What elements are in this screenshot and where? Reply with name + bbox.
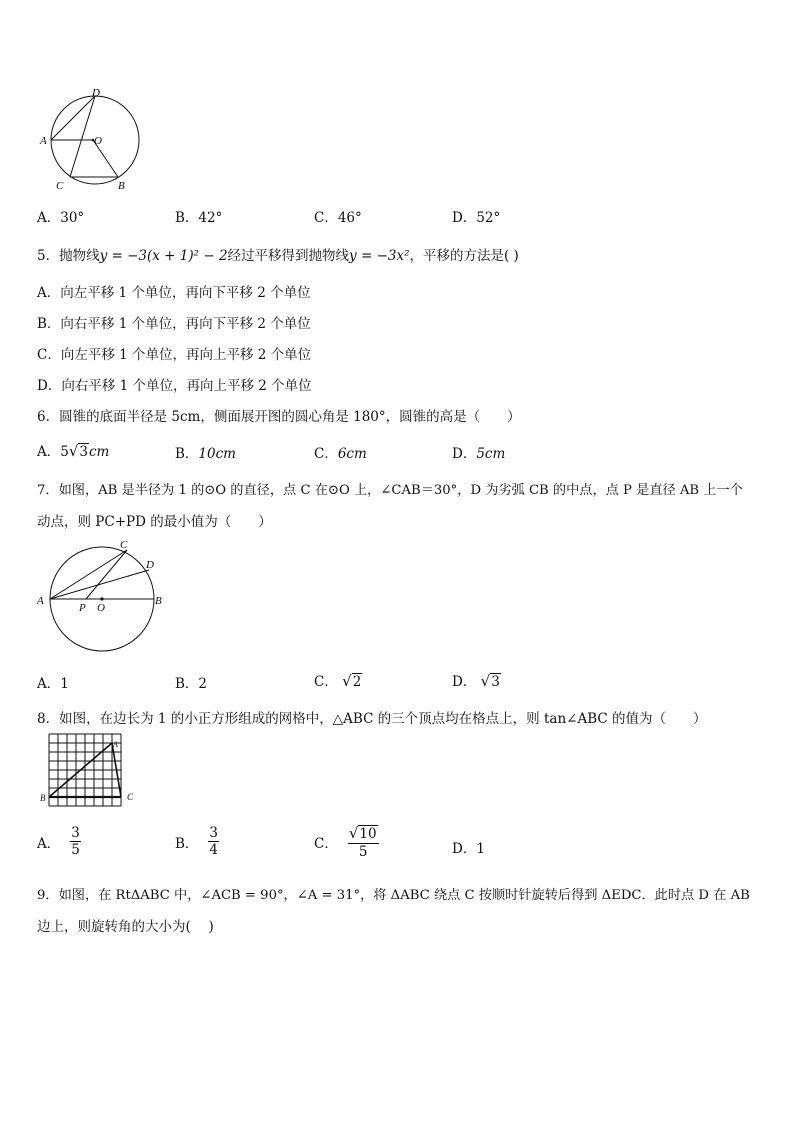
q5-option-b: B．向右平移 1 个单位，再向下平移 2 个单位 (37, 316, 311, 332)
q9-stem-line1: 9．如图，在 RtΔABC 中，∠ACB = 90°，∠A = 31°，将 ΔABC 绕点 C 按顺时针旋转后得到 ΔEDC．此时点 D 在 AB (37, 888, 750, 903)
q4-label-a: A (40, 135, 47, 147)
q7-option-d: D． √3 (452, 672, 500, 690)
q4-circle-figure (36, 86, 140, 194)
q8-label-b: B (40, 793, 46, 803)
q7-stem-line2: 动点，则 PC+PD 的最小值为（ ） (37, 514, 272, 530)
q5-eq1: y = −3(x + 1)² − 2 (99, 248, 228, 264)
q8-grid-figure (38, 730, 142, 812)
q8-option-a: A． $\frac{3}{5}$ (37, 825, 80, 859)
q5-eq2: y = −3x² (349, 248, 410, 264)
q7-stem-line1: 7．如图，AB 是半径为 1 的⊙O 的直径，点 C 在⊙O 上，∠CAB＝30°，D 为劣弧 CB 的中点，点 P 是直径 AB 上一个 (37, 483, 743, 498)
q8-label-a: A (113, 740, 118, 749)
q7-label-d: D (146, 559, 154, 571)
q4-label-d: D (92, 87, 100, 99)
q7-option-c: C． √2 (314, 672, 362, 690)
q4-option-d: D．52° (452, 210, 501, 226)
q7-label-b: B (155, 595, 162, 607)
q6-option-c: C．6cm (314, 446, 367, 462)
q5-option-c: C．向左平移 1 个单位，再向上平移 2 个单位 (37, 347, 312, 363)
q4-option-c: C．46° (314, 210, 362, 226)
q7-label-p: P (79, 602, 86, 614)
q4-option-a: A．30° (37, 210, 85, 226)
q6-option-d: D．5cm (452, 446, 506, 462)
q5-option-a: A．向左平移 1 个单位，再向下平移 2 个单位 (37, 285, 311, 301)
q7-option-a: A．1 (37, 676, 69, 692)
q7-label-a: A (37, 595, 44, 607)
q6-option-a: A．5√3cm (37, 442, 110, 460)
q4-label-b: B (118, 180, 125, 192)
q4-label-c: C (56, 180, 64, 192)
q8-stem: 8．如图，在边长为 1 的小正方形组成的网格中，△ABC 的三个顶点均在格点上，则 tan∠ABC 的值为（ ） (37, 711, 707, 727)
q8-label-c: C (127, 792, 134, 802)
q7-circle-figure (34, 536, 170, 654)
q8-option-b: B． $\frac{3}{4}$ (175, 825, 219, 859)
q8-option-d: D．1 (452, 841, 485, 857)
q5-stem: 5．抛物线y = −3(x + 1)² − 2经过平移得到抛物线y = −3x²，平移的方法是( ) (37, 248, 519, 264)
q6-option-b: B．10cm (175, 446, 236, 462)
q4-option-b: B．42° (175, 210, 223, 226)
q7-label-o: O (97, 602, 105, 614)
q8-option-c: C． $\frac{√10}{5}$ (314, 824, 377, 860)
q7-label-c: C (120, 539, 128, 551)
q7-option-b: B．2 (175, 676, 208, 692)
q5-option-d: D．向右平移 1 个单位，再向上平移 2 个单位 (37, 378, 312, 394)
q9-stem-line2: 边上，则旋转角的大小为( ) (37, 919, 214, 935)
q4-label-o: O (94, 135, 102, 147)
q6-stem: 6．圆锥的底面半径是 5cm，侧面展开图的圆心角是 180°，圆锥的高是（ ） (37, 409, 521, 425)
